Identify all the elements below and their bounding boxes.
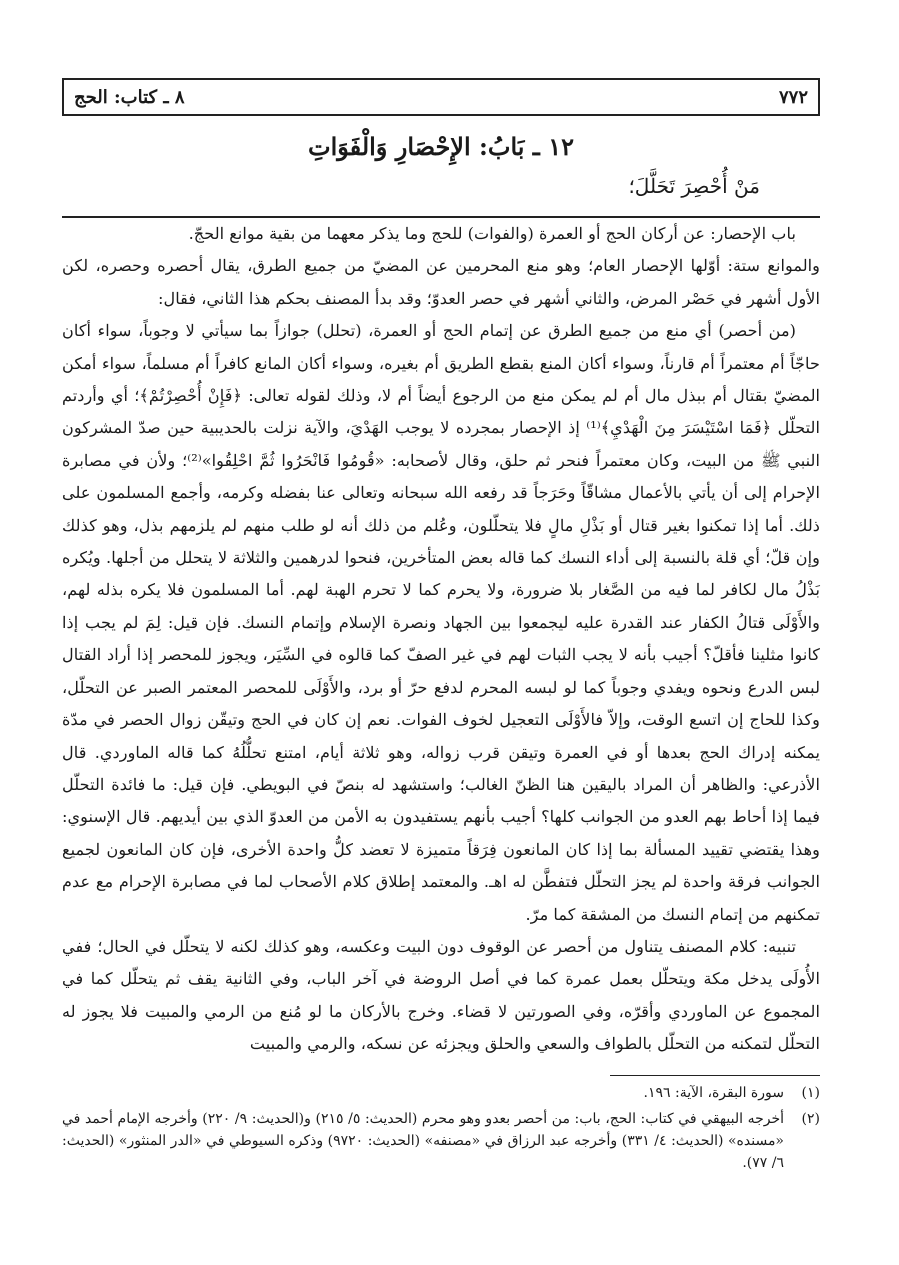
footnote-number: (١)	[801, 1084, 820, 1101]
footnote-text: أخرجه البيهقي في كتاب: الحج، باب: من أحصر بعدو وهو محرم (الحديث: ٥/ ٢١٥) و(الحديث: ٩/ ٢٢٠) وأخرجه الإمام أحمد في «مسنده» (الحديث: ٤/ ٣٣١) وأخرجه عبد الرزاق في «مصنفه» (الحديث: ٩٧٢٠) وذكره السيوطي في «الدر المنثور» (الحديث: ٦/ ٧٧).	[62, 1110, 785, 1171]
commentary	[62, 218, 820, 1061]
chapter-title: ١٢ ـ بَابُ: الإِحْصَارِ وَالْفَوَاتِ	[308, 132, 574, 161]
paragraph: تنبيه: كلام المصنف يتناول من أحصر عن الوقوف دون البيت وعكسه، وهو كذلك لكنه لا يتحلّل في الحال؛ ففي الأُولَى يدخل مكة ويتحلّل بعمل عمرة كما في أصل الروضة في آخر الباب، وفي الثانية يقف ثم يتحلّل كما في المجموع عن الماوردي وأقرّه، وفي الصورتين لا قضاء. وخرج بالأركان ما لو مُنع من الرمي والمبيت فلا يجوز له التحلّل لتمكنه من التحلّل بالطواف والسعي والحلق ويجزئه عن نسكه، والرمي والمبيت	[62, 936, 820, 1054]
footnote-number: (٢)	[801, 1110, 820, 1127]
footnote-text: سورة البقرة، الآية: ١٩٦.	[643, 1084, 784, 1101]
page	[62, 78, 820, 1174]
page-number: ٧٧٢	[778, 86, 808, 108]
matn-text: مَنْ أُحْصِرَ تَحَلَّلَ؛	[628, 174, 760, 198]
footnote-divider	[610, 1075, 820, 1076]
paragraph: (من أحصر) أي منع من جميع الطرق عن إتمام الحج أو العمرة، (تحلل) جوازاً بما سيأتي لا وجوباً، سواء أكان حاجّاً أم معتمراً أم قارناً، وسواء أكان المنع بقطع الطريق أم بغيره، وسواء أكان المانع كافراً أم مسلماً، سواء أمكن المضيّ بقتال أم ببذل مال أم لم يمكن منع من الرجوع أيضاً أم لا، وذلك لقوله تعالى: ﴿فَإِنْ أُحْصِرْتُمْ﴾؛ أي وأردتم التحلّل ﴿فَمَا اسْتَيْسَرَ مِنَ الْهَدْيِ﴾⁽¹⁾ إذ الإحصار بمجرده لا يوجب الهَدْيَ، والآية نزلت بالحديبية حين صدّ المشركون النبي ﷺ من البيت، وكان معتمراً فنحر ثم حلق، وقال لأصحابه: «قُومُوا فَانْحَرُوا ثُمَّ احْلِقُوا»⁽²⁾؛ ولأن في مصابرة الإحرام إلى أن يأتي بالأعمال مشاقّاً وحَرَجاً قد رفعه الله سبحانه وتعالى عنا بفضله وكرمه، وأجمع المسلمون على ذلك. أما إذا تمكنوا بغير قتال أو بَذْلِ مالٍ فلا يتحلّلون، وعُلم من ذلك أنه لو طلب منهم لم يلزمهم بذل، وهو كذلك وإن قلّ؛ أي قلة بالنسبة إلى أداء النسك كما قاله بعض المتأخرين، فنحوا لدرهمين والثلاثة لا يتحلل من أجلها. ويُكره بَذْلُ مال لكافر لما فيه من الصَّغار بلا ضرورة، ولا يحرم كما لا تحرم الهبة لهم. أما المسلمون فلا يكره بذله لهم، والأَوْلَى قتالُ الكفار عند القدرة عليه ليجمعوا بين الجهاد ونصرة الإسلام وإتمام النسك. فإن قيل: لِمَ لم يجب إذا كانوا مثلينا فأقلّ؟ أجيب بأنه لا يجب الثبات لهم في غير الصفّ كما قالوه في السِّيَر، ويجوز للمحصر إذا أراد القتال لبس الدرع ونحوه ويفدي وجوباً كما لو لبسه المحرم لدفع حرّ أو برد، والأَوْلَى للمحصر المعتمر الصبر عن التحلّل، وكذا للحاج إن اتسع الوقت، وإلاّ فالأَوْلَى التعجيل لخوف الفوات. نعم إن كان في الحج وتيقّن زوال الحصر في مدّة يمكنه إدراك الحج بعدها أو في العمرة وتيقن قرب زواله، وهو ثلاثة أيام، امتنع تحلُّلُهُ كما قاله الماوردي. قال الأذرعي: والظاهر أن المراد باليقين هنا الظنّ الغالب؛ واستشهد له بنصّ في البويطي. فإن قيل: ما فائدة التحلّل فيما إذا أحاط بهم العدو من الجوانب كلها؟ أجيب بأنهم يستفيدون به الأمن من العدوّ الذي بين أيديهم. قال الإسنوي: وهذا يقتضي تقييد المسألة بما إذا كان المانعون فِرَقاً متميزة لا تعضد كلُّ واحدة الأخرى، فإن كان المانعون لجميع الجوانب فرقة واحدة لم يجز التحلّل فتفطَّن له اهـ. والمعتمد إطلاق كلام الأصحاب لما في مصابرة الإحرام مع عدم تمكنهم من إتمام النسك من المشقة كما مرّ.	[62, 321, 821, 924]
book-title: ٨ ـ كتاب: الحج	[74, 86, 185, 108]
footnote	[62, 1108, 820, 1174]
running-header	[62, 78, 820, 116]
footnote	[62, 1082, 820, 1104]
paragraph: والموانع ستة: أوّلها الإحصار العام؛ وهو منع المحرمين عن المضيّ من جميع الطرق، يقال أحصره وحصره، لكن الأول أشهر في حَصْر المرض، والثاني أشهر في حصر العدوّ؛ وقد بدأ المصنف بحكم هذا الثاني، فقال:	[62, 256, 820, 308]
paragraph: باب الإحصار: عن أركان الحج أو العمرة (والفوات) للحج وما يذكر معهما من بقية موانع الحجّ.	[188, 224, 796, 243]
